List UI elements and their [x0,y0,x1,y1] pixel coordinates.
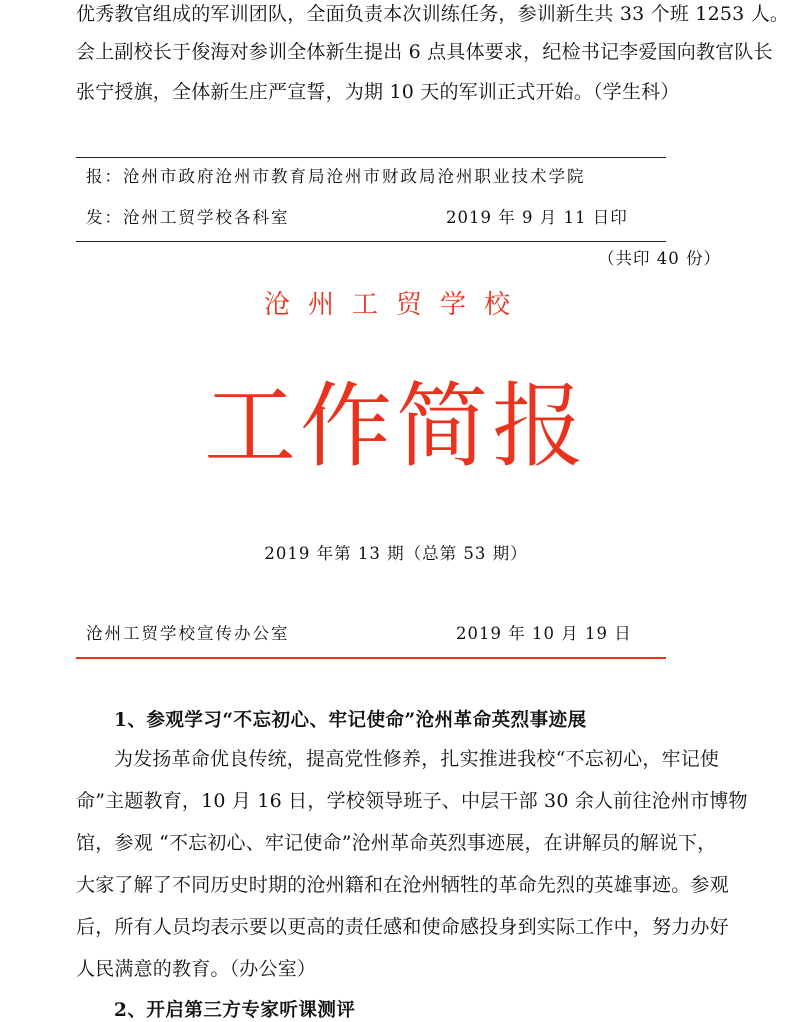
intro-line-2: 会上副校长于俊海对参训全体新生提出 6 点具体要求，纪检书记李爱国向教官队长 [76,41,773,63]
section-1-line-4: 大家了解了不同历史时期的沧州籍和在沧州牺牲的革命先烈的英雄事迹。参观 [76,874,729,896]
send-to-line: 发：沧州工贸学校各科室 [86,208,290,227]
section-1-line-3: 馆，参观 “不忘初心、牢记使命”沧州革命英烈事迹展，在讲解员的解说下， [76,832,717,854]
section-1-line-5: 后，所有人员均表示要以更高的责任感和使命感投身到实际工作中，努力办好 [76,916,729,938]
copies-count: （共印 40 份） [598,249,721,268]
publish-date: 2019 年 10 月 19 日 [456,624,632,643]
report-to-line: 报：沧州市政府沧州市教育局沧州市财政局沧州职业技术学院 [86,167,586,186]
publishing-office: 沧州工贸学校宣传办公室 [86,624,290,643]
distribution-top-rule [76,157,666,158]
section-1-line-1: 为发扬革命优良传统，提高党性修养，扎实推进我校“不忘初心，牢记使 [114,748,720,770]
section-2-heading: 2、开启第三方专家听课测评 [114,1000,356,1021]
print-date: 2019 年 9 月 11 日印 [446,208,628,227]
school-name: 沧州工贸学校 [263,290,528,320]
section-1-line-6: 人民满意的教育。（办公室） [76,958,317,980]
intro-line-3: 张宁授旗，全体新生庄严宣誓，为期 10 天的军训正式开始。（学生科） [76,81,680,103]
issue-number: 2019 年第 13 期（总第 53 期） [264,544,528,563]
intro-line-1: 优秀教官组成的军训团队，全面负责本次训练任务，参训新生共 33 个班 1253 人。 [76,3,790,25]
section-1-heading: 1、参观学习“不忘初心、牢记使命”沧州革命英烈事迹展 [114,710,587,731]
masthead-red-rule [76,657,666,659]
section-1-line-2: 命”主题教育，10 月 16 日，学校领导班子、中层干部 30 余人前往沧州市博物 [76,790,748,812]
distribution-bottom-rule [76,241,666,242]
newsletter-title: 工作简报 [203,373,588,480]
